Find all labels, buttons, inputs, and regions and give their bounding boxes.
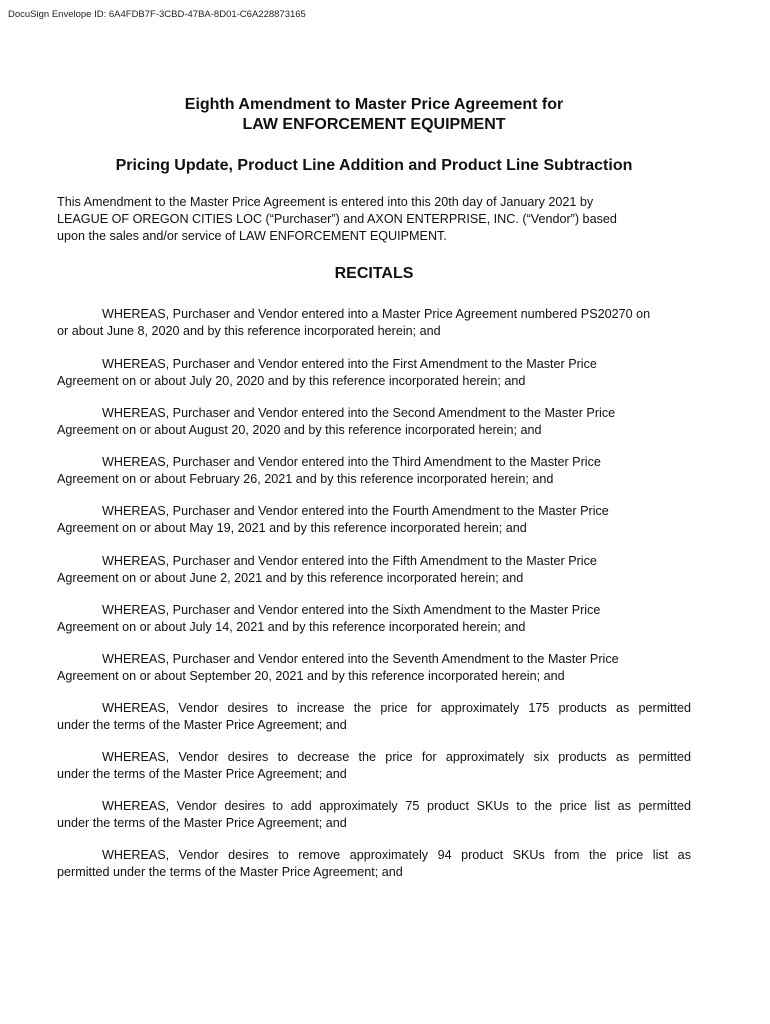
document-subtitle: Pricing Update, Product Line Addition and Product Line Subtraction bbox=[115, 157, 633, 174]
recital-paragraph bbox=[57, 798, 691, 832]
recital-line: WHEREAS, Vendor desires to add approximately 75 product SKUs to the price list as permitted bbox=[102, 799, 691, 813]
recital-paragraph bbox=[57, 749, 691, 783]
recital-paragraph bbox=[57, 700, 691, 734]
recital-line: Agreement on or about September 20, 2021 and by this reference incorporated herein; and bbox=[57, 669, 565, 683]
recital-line: WHEREAS, Vendor desires to increase the price for approximately 175 products as permitted bbox=[102, 701, 691, 715]
intro-line: This Amendment to the Master Price Agreement is entered into this 20th day of January 2021 by bbox=[57, 195, 594, 209]
recital-paragraph bbox=[57, 454, 691, 488]
recital-paragraph bbox=[57, 553, 691, 587]
recital-line: or about June 8, 2020 and by this reference incorporated herein; and bbox=[57, 324, 441, 338]
recital-line: under the terms of the Master Price Agreement; and bbox=[57, 816, 347, 830]
recital-line: permitted under the terms of the Master Price Agreement; and bbox=[57, 865, 403, 879]
recital-paragraph bbox=[57, 651, 691, 685]
recital-paragraph bbox=[57, 847, 691, 881]
recital-line: WHEREAS, Purchaser and Vendor entered into the Third Amendment to the Master Price bbox=[102, 455, 601, 469]
recital-line: Agreement on or about February 26, 2021 and by this reference incorporated herein; and bbox=[57, 472, 554, 486]
recital-line: WHEREAS, Purchaser and Vendor entered into a Master Price Agreement numbered PS20270 on bbox=[102, 307, 651, 321]
recital-line: Agreement on or about July 14, 2021 and by this reference incorporated herein; and bbox=[57, 620, 526, 634]
recital-line: WHEREAS, Purchaser and Vendor entered into the Second Amendment to the Master Price bbox=[102, 406, 616, 420]
recital-line: Agreement on or about May 19, 2021 and by this reference incorporated herein; and bbox=[57, 521, 527, 535]
intro-line: upon the sales and/or service of LAW ENFORCEMENT EQUIPMENT. bbox=[57, 229, 447, 243]
docusign-envelope-id: DocuSign Envelope ID: 6A4FDB7F-3CBD-47BA-8D01-C6A228873165 bbox=[8, 9, 306, 20]
recital-line: WHEREAS, Purchaser and Vendor entered into the Seventh Amendment to the Master Price bbox=[102, 652, 619, 666]
recital-line: WHEREAS, Vendor desires to decrease the price for approximately six products as permitted bbox=[102, 750, 691, 764]
recital-line: WHEREAS, Purchaser and Vendor entered into the Sixth Amendment to the Master Price bbox=[102, 603, 601, 617]
intro-paragraph bbox=[57, 194, 697, 245]
recital-paragraph bbox=[57, 356, 691, 390]
recital-paragraph bbox=[57, 306, 691, 340]
recital-paragraph bbox=[57, 405, 691, 439]
title-line-2: LAW ENFORCEMENT EQUIPMENT bbox=[242, 116, 506, 133]
recital-line: Agreement on or about July 20, 2020 and by this reference incorporated herein; and bbox=[57, 374, 526, 388]
title-line-1: Eighth Amendment to Master Price Agreement for bbox=[184, 96, 564, 113]
document-title bbox=[0, 95, 748, 135]
intro-line: LEAGUE OF OREGON CITIES LOC (“Purchaser”) and AXON ENTERPRISE, INC. (“Vendor”) based bbox=[57, 212, 617, 226]
recital-line: WHEREAS, Purchaser and Vendor entered into the Fourth Amendment to the Master Price bbox=[102, 504, 609, 518]
recitals-heading: RECITALS bbox=[334, 265, 414, 282]
recital-line: WHEREAS, Purchaser and Vendor entered into the Fifth Amendment to the Master Price bbox=[102, 554, 597, 568]
recital-line: WHEREAS, Purchaser and Vendor entered into the First Amendment to the Master Price bbox=[102, 357, 597, 371]
recital-line: Agreement on or about June 2, 2021 and by this reference incorporated herein; and bbox=[57, 571, 524, 585]
recital-paragraph bbox=[57, 503, 691, 537]
recital-line: under the terms of the Master Price Agreement; and bbox=[57, 718, 347, 732]
recital-line: WHEREAS, Vendor desires to remove approximately 94 product SKUs from the price list as bbox=[102, 848, 691, 862]
recital-line: under the terms of the Master Price Agreement; and bbox=[57, 767, 347, 781]
recital-line: Agreement on or about August 20, 2020 and by this reference incorporated herein; and bbox=[57, 423, 542, 437]
recital-paragraph bbox=[57, 602, 691, 636]
